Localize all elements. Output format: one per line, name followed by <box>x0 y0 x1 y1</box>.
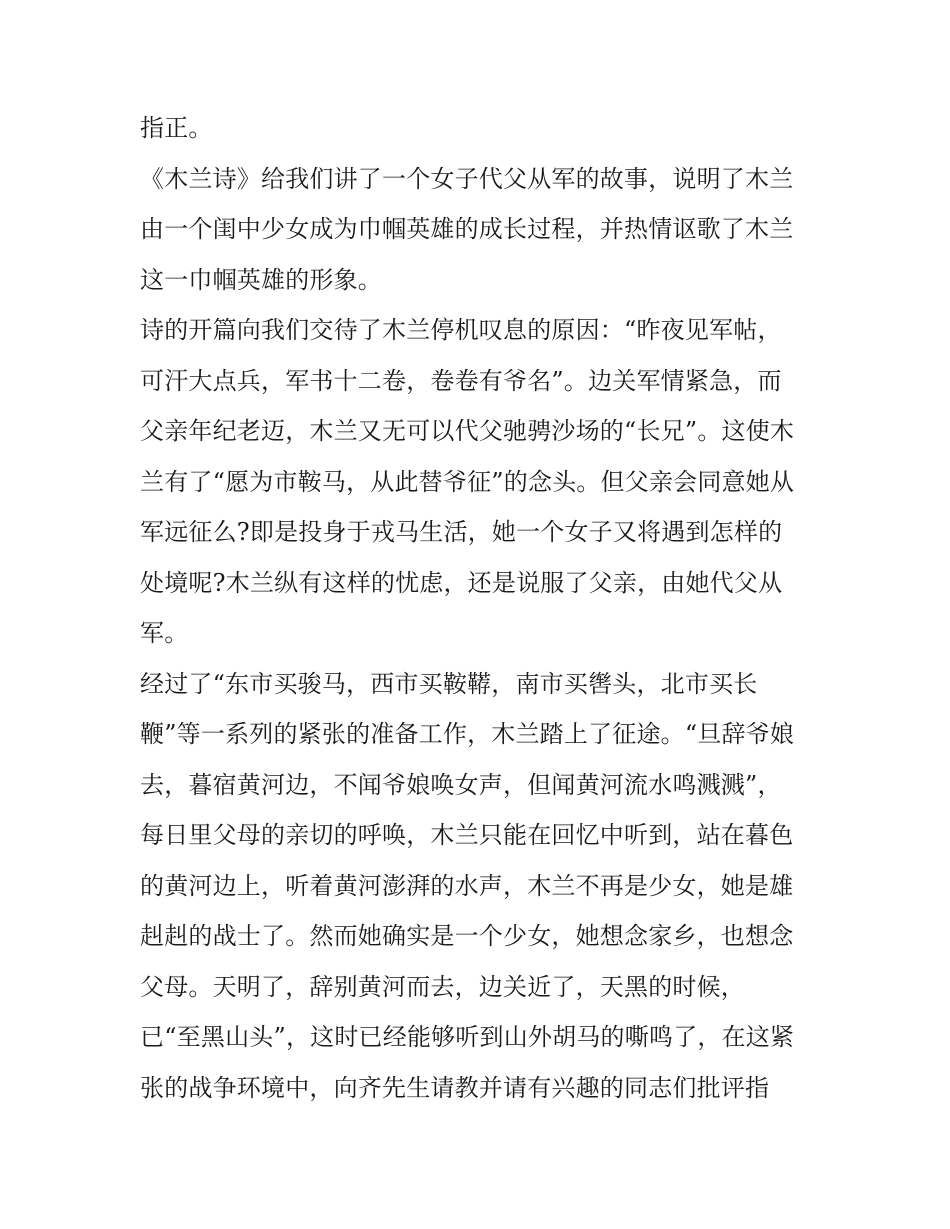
text-line: 《木兰诗》给我们讲了一个女子代父从军的故事，说明了木兰 <box>140 165 794 193</box>
text-line: 由一个闺中少女成为巾帼英雄的成长过程，并热情讴歌了木兰 <box>140 215 794 243</box>
text-line: 指正。 <box>140 114 213 142</box>
text-line: 去，暮宿黄河边，不闻爷娘唤女声，但闻黄河流水鸣溅溅”， <box>140 771 782 799</box>
text-line: 已“至黑山头”，这时已经能够听到山外胡马的嘶鸣了，在这紧 <box>140 1023 795 1051</box>
text-line: 鞭”等一系列的紧张的准备工作，木兰踏上了征途。“旦辞爷娘 <box>140 720 795 748</box>
text-line: 这一巾帼英雄的形象。 <box>140 266 382 294</box>
text-line: 处境呢?木兰纵有这样的忧虑，还是说服了父亲，由她代父从 <box>140 569 783 597</box>
text-line: 父母。天明了，辞别黄河而去，边关近了，天黑的时候， <box>140 973 745 1001</box>
text-line: 赳赳的战士了。然而她确实是一个少女，她想念家乡，也想念 <box>140 922 794 950</box>
text-line: 兰有了“愿为市鞍马，从此替爷征”的念头。但父亲会同意她从 <box>140 468 795 496</box>
text-line: 诗的开篇向我们交待了木兰停机叹息的原因：“昨夜见军帖， <box>140 316 782 344</box>
text-line: 经过了“东市买骏马，西市买鞍鞯，南市买辔头，北市买长 <box>140 670 758 698</box>
text-line: 军。 <box>140 619 189 647</box>
text-line: 的黄河边上，听着黄河澎湃的水声，木兰不再是少女，她是雄 <box>140 872 794 900</box>
text-line: 张的战争环境中，向齐先生请教并请有兴趣的同志们批评指 <box>140 1074 770 1102</box>
text-line: 军远征么?即是投身于戎马生活，她一个女子又将遇到怎样的 <box>140 518 783 546</box>
text-line: 每日里父母的亲切的呼唤，木兰只能在回忆中听到，站在暮色 <box>140 821 794 849</box>
text-line: 父亲年纪老迈，木兰又无可以代父驰骋沙场的“长兄”。这使木 <box>140 417 795 445</box>
text-line: 可汗大点兵，军书十二卷，卷卷有爷名”。边关军情紧急，而 <box>140 367 782 395</box>
